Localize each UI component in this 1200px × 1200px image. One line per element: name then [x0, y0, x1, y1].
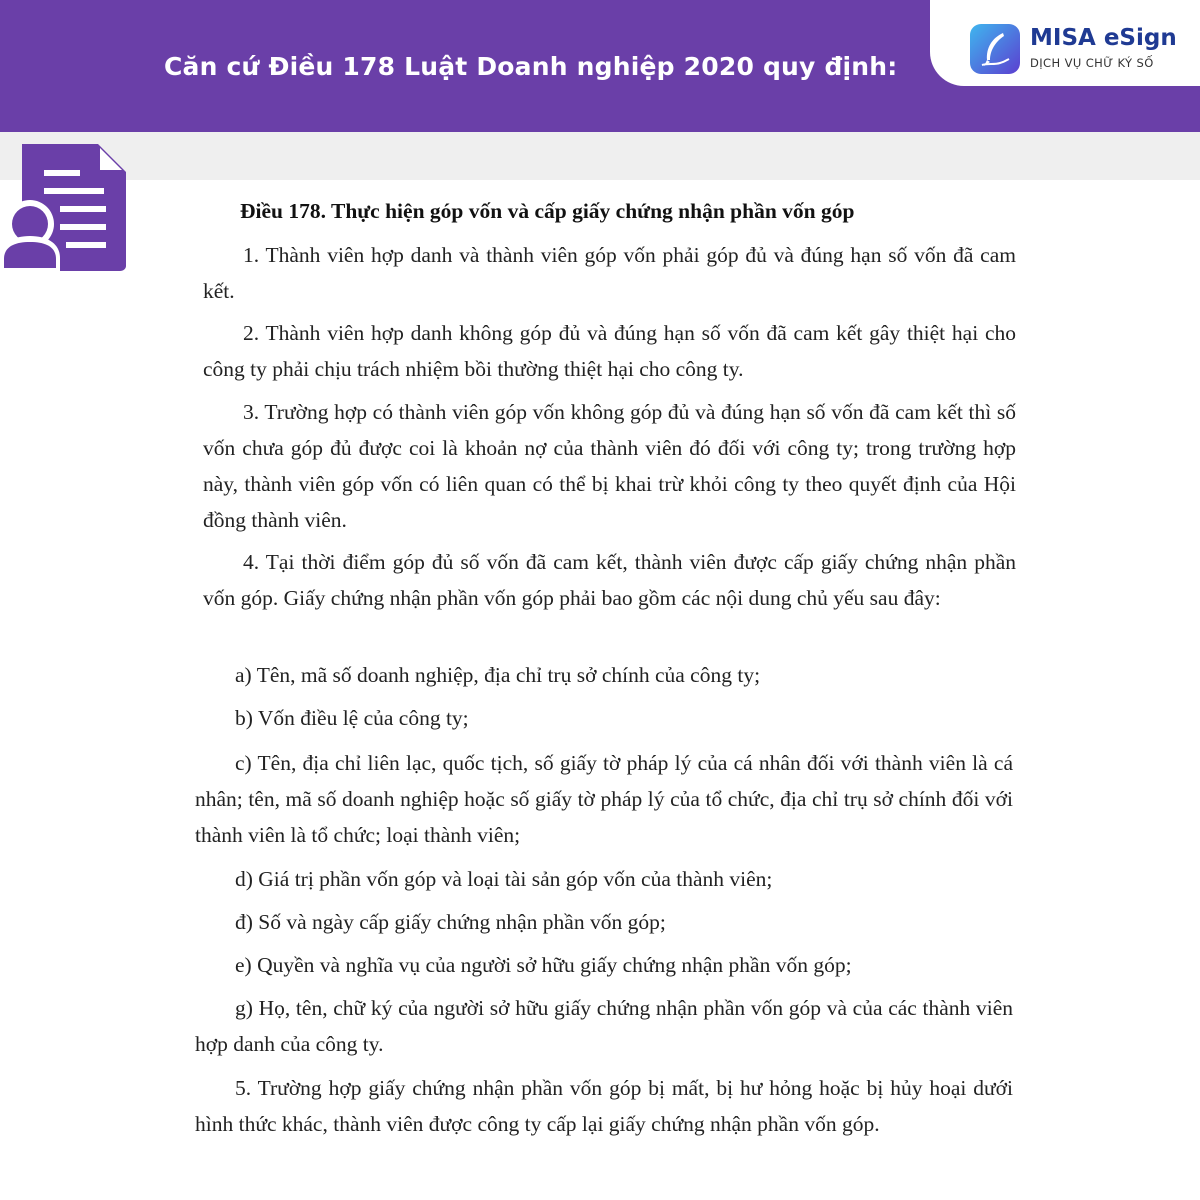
paragraph-2 — [203, 315, 1016, 387]
list-item-dd: đ) Số và ngày cấp giấy chứng nhận phần vốn góp; — [235, 910, 666, 934]
list-item-g: g) Họ, tên, chữ ký của người sở hữu giấy chứng nhận phần vốn góp và của các thành viên hợp danh của công ty. — [195, 996, 1013, 1056]
list-item-d: d) Giá trị phần vốn góp và loại tài sản góp vốn của thành viên; — [235, 867, 773, 891]
paragraph-1 — [203, 237, 1016, 309]
document-user-icon — [0, 140, 130, 272]
paragraph-text: 1. Thành viên hợp danh và thành viên góp vốn phải góp đủ và đúng hạn số vốn đã cam kết. — [203, 243, 1016, 303]
list-item-b: b) Vốn điều lệ của công ty; — [235, 706, 469, 730]
misa-esign-logo-icon — [970, 24, 1020, 74]
brand-name: MISA eSign — [1030, 25, 1177, 51]
gray-band — [0, 132, 1200, 180]
paragraph-3 — [203, 394, 1016, 538]
brand-tagline: DỊCH VỤ CHỮ KÝ SỐ — [1030, 56, 1154, 70]
paragraph-text: 3. Trường hợp có thành viên góp vốn không góp đủ và đúng hạn số vốn đã cam kết thì số vốn chưa góp đủ được coi là khoản nợ của thành viên đó đối với công ty; trong trường hợp này, thành viên góp vốn có liên quan có thể bị khai trừ khỏi công ty theo quyết định của Hội đồng thành viên. — [203, 400, 1016, 532]
list-item-a: a) Tên, mã số doanh nghiệp, địa chỉ trụ sở chính của công ty; — [235, 663, 761, 687]
paragraph-5: 5. Trường hợp giấy chứng nhận phần vốn góp bị mất, bị hư hỏng hoặc bị hủy hoại dưới hình thức khác, thành viên được công ty cấp lại giấy chứng nhận phần vốn góp. — [195, 1076, 1013, 1136]
paragraph-text: 2. Thành viên hợp danh không góp đủ và đúng hạn số vốn đã cam kết gây thiệt hại cho công ty phải chịu trách nhiệm bồi thường thiệt hại cho công ty. — [203, 321, 1016, 381]
paragraph-text: 4. Tại thời điểm góp đủ số vốn đã cam kết, thành viên được cấp giấy chứng nhận phần vốn góp. Giấy chứng nhận phần vốn góp phải bao gồm các nội dung chủ yếu sau đây: — [203, 550, 1016, 610]
paragraph-4 — [203, 544, 1016, 616]
list-item-c: c) Tên, địa chỉ liên lạc, quốc tịch, số giấy tờ pháp lý của cá nhân đối với thành viên là cá nhân; tên, mã số doanh nghiệp hoặc số giấy tờ pháp lý của tổ chức, địa chỉ trụ sở chính đối với thành viên là tổ chức; loại thành viên; — [195, 751, 1013, 847]
article-title: Điều 178. Thực hiện góp vốn và cấp giấy chứng nhận phần vốn góp — [240, 199, 855, 223]
list-item-e: e) Quyền và nghĩa vụ của người sở hữu giấy chứng nhận phần vốn góp; — [235, 953, 852, 977]
page-title: Căn cứ Điều 178 Luật Doanh nghiệp 2020 quy định: — [164, 52, 898, 81]
